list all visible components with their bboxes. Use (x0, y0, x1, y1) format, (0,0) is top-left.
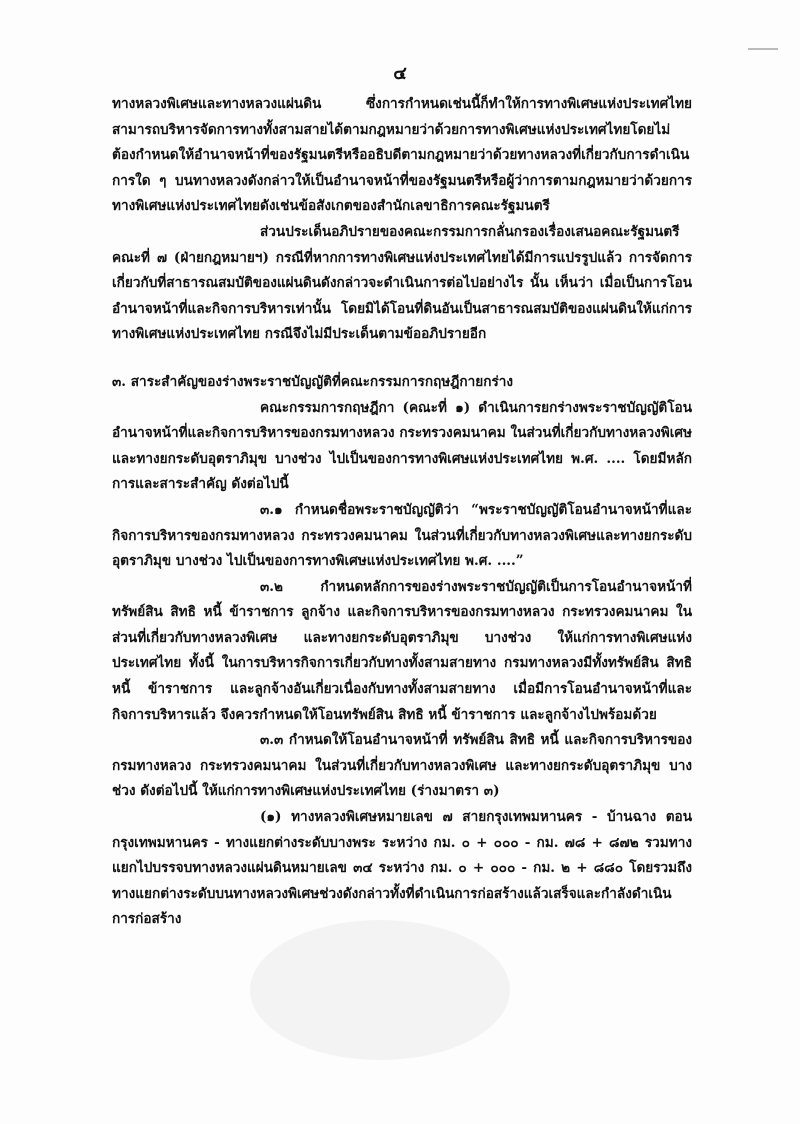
scan-mark (748, 48, 778, 50)
paragraph-drafting: คณะกรรมการกฤษฎีกา (คณะที่ ๑) ดำเนินการยกร่างพระราชบัญญัติโอนอำนาจหน้าที่และกิจการบริหารของกรมทางหลวง กระทรวงคมนาคม ในส่วนที่เกี่ยวกับทางหลวงพิเศษและทางยกระดับอุตราภิมุข บางช่วง ไปเป็นของการทางพิเศษแห่งประเทศไทย พ.ศ. .... โดยมีหลักการและสาระสำคัญ ดังต่อไปนี้ (112, 399, 692, 493)
paragraph-3-1: ๓.๑ กำหนดชื่อพระราชบัญญัติว่า “พระราชบัญญัติโอนอำนาจหน้าที่และกิจการบริหารของกรมทางหลวง กระทรวงคมนาคม ในส่วนที่เกี่ยวกับทางหลวงพิเศษและทางยกระดับอุตราภิมุข บางช่วง ไปเป็นของการทางพิเศษแห่งประเทศไทย พ.ศ. ....” (112, 501, 692, 570)
scan-bleed (250, 920, 510, 1060)
list-item-1: (๑) ทางหลวงพิเศษหมายเลข ๗ สายกรุงเทพมหานคร - บ้านฉาง ตอนกรุงเทพมหานคร - ทางแยกต่างระดับบางพระ ระหว่าง กม. ๐ + ๐๐๐ - กม. ๗๘ + ๘๗๒ รวมทางแยกไปบรรจบทางหลวงแผ่นดินหมายเลข ๓๔ ระหว่าง กม. ๐ + ๐๐๐ - กม. ๒ + ๘๘๐ โดยรวมถึงทางแยกต่างระดับบนทางหลวงพิเศษช่วงดังกล่าวทั้งที่ดำเนินการก่อสร้างแล้วเสร็จและกำลังดำเนินการก่อสร้าง (112, 809, 692, 928)
page-number: ๔ (393, 63, 407, 84)
section-heading-3: ๓. สาระสำคัญของร่างพระราชบัญญัติที่คณะกรรมการกฤษฎีกายกร่าง (112, 373, 514, 390)
paragraph-continuation: ทางหลวงพิเศษและทางหลวงแผ่นดิน ซึ่งการกำหนดเช่นนี้ก็ทำให้การทางพิเศษแห่งประเทศไทยสามารถบริหารจัดการทางทั้งสามสายได้ตามกฎหมายว่าด้วยการทางพิเศษแห่งประเทศไทยโดยไม่ต้องกำหนดให้อำนาจหน้าที่ของรัฐมนตรีหรืออธิบดีตามกฎหมายว่าด้วยทางหลวงที่เกี่ยวกับการดำเนินการใด ๆ บนทางหลวงดังกล่าวให้เป็นอำนาจหน้าที่ของรัฐมนตรีหรือผู้ว่าการตามกฎหมายว่าด้วยการทางพิเศษแห่งประเทศไทยดังเช่นข้อสังเกตของสำนักเลขาธิการคณะรัฐมนตรี (112, 96, 692, 215)
paragraph-3-3: ๓.๓ กำหนดให้โอนอำนาจหน้าที่ ทรัพย์สิน สิทธิ หนี้ และกิจการบริหารของกรมทางหลวง กระทรวงคมนาคม ในส่วนที่เกี่ยวกับทางหลวงพิเศษ และทางยกระดับอุตราภิมุข บางช่วง ดังต่อไปนี้ ให้แก่การทางพิเศษแห่งประเทศไทย (ร่างมาตรา ๓) (112, 732, 692, 800)
document-body (112, 92, 692, 933)
paragraph-discussion: ส่วนประเด็นอภิปรายของคณะกรรมการกลั่นกรองเรื่องเสนอคณะรัฐมนตรีคณะที่ ๗ (ฝ่ายกฎหมายฯ) กรณีที่หากการทางพิเศษแห่งประเทศไทยได้มีการแปรรูปแล้ว การจัดการเกี่ยวกับที่สาธารณสมบัติของแผ่นดินดังกล่าวจะดำเนินการต่อไปอย่างไร นั้น เห็นว่า เมื่อเป็นการโอนอำนาจหน้าที่และกิจการบริหารเท่านั้น โดยมิได้โอนที่ดินอันเป็นสาธารณสมบัติของแผ่นดินให้แก่การทางพิเศษแห่งประเทศไทย กรณีจึงไม่มีประเด็นตามข้ออภิปรายอีก (112, 223, 692, 343)
paragraph-3-2: ๓.๒ กำหนดหลักการของร่างพระราชบัญญัติเป็นการโอนอำนาจหน้าที่ ทรัพย์สิน สิทธิ หนี้ ข้าราชการ ลูกจ้าง และกิจการบริหารของกรมทางหลวง กระทรวงคมนาคม ในส่วนที่เกี่ยวกับทางหลวงพิเศษ และทางยกระดับอุตราภิมุข บางช่วง ให้แก่การทางพิเศษแห่งประเทศไทย ทั้งนี้ ในการบริหารกิจการเกี่ยวกับทางทั้งสามสายทาง กรมทางหลวงมีทั้งทรัพย์สิน สิทธิ หนี้ ข้าราชการ และลูกจ้างอันเกี่ยวเนื่องกับทางทั้งสามสายทาง เมื่อมีการโอนอำนาจหน้าที่และกิจการบริหารแล้ว จึงควรกำหนดให้โอนทรัพย์สิน สิทธิ หนี้ ข้าราชการ และลูกจ้างไปพร้อมด้วย (112, 578, 692, 723)
